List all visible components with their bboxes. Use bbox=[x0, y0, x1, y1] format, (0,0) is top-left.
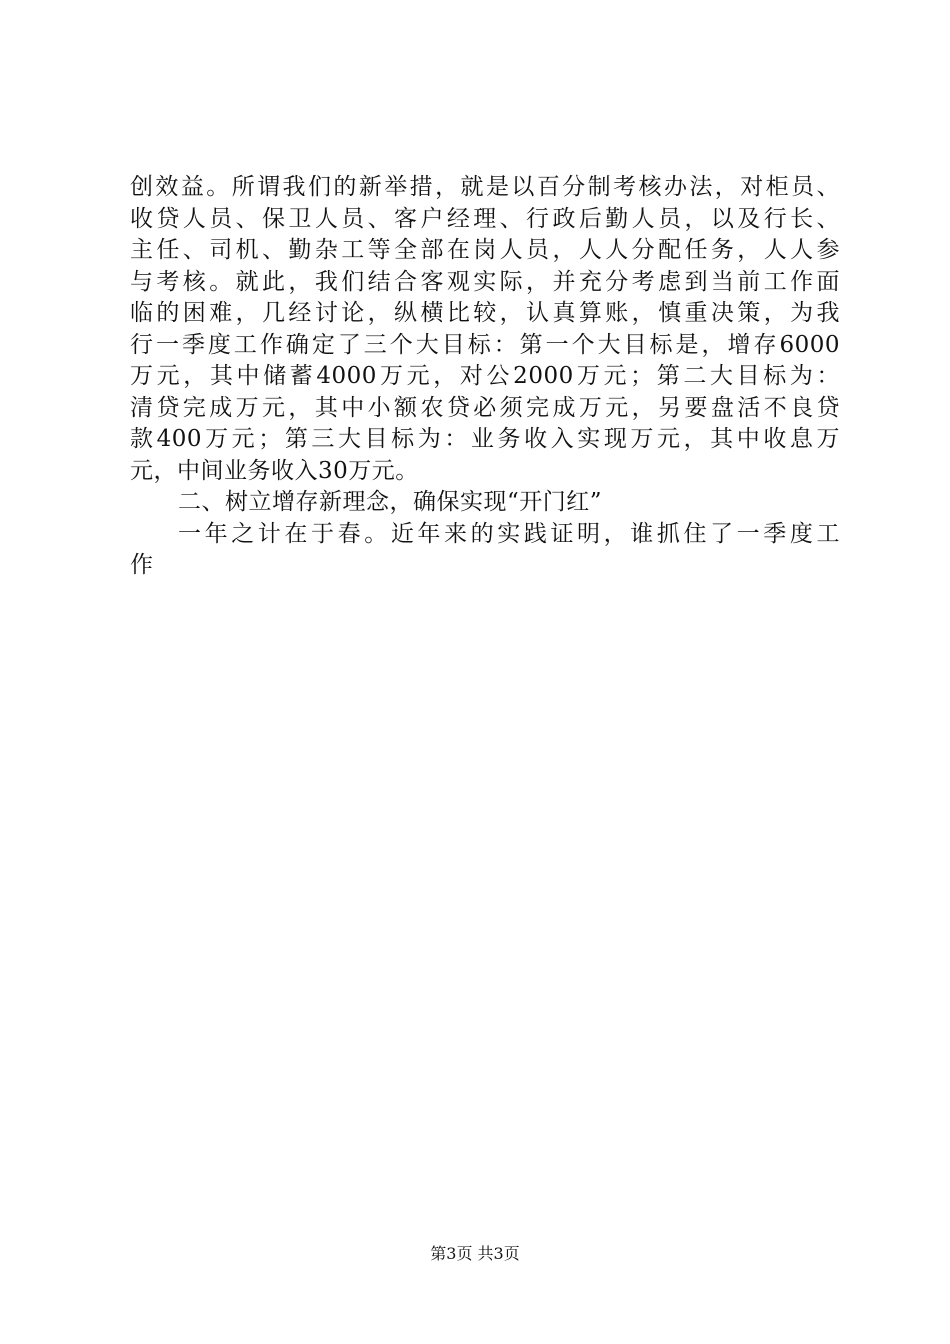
text-line: 清贷完成万元，其中小额农贷必须完成万元，另要盘活不良贷 bbox=[130, 394, 840, 421]
section-heading: 二、树立增存新理念，确保实现“开门红” bbox=[178, 489, 603, 515]
text-line: 一年之计在于春。近年来的实践证明，谁抓住了一季度工 bbox=[178, 520, 840, 547]
text-line: 元，中间业务收入30万元。 bbox=[130, 457, 419, 484]
text-line: 作 bbox=[130, 552, 154, 578]
text-line: 行一季度工作确定了三个大目标：第一个大目标是，增存6000 bbox=[130, 331, 840, 358]
text-line: 万元，其中储蓄4000万元，对公2000万元；第二大目标为： bbox=[130, 363, 840, 389]
text-line: 主任、司机、勤杂工等全部在岗人员，人人分配任务，人人参 bbox=[130, 237, 840, 263]
text-line: 收贷人员、保卫人员、客户经理、行政后勤人员，以及行长、 bbox=[130, 205, 840, 232]
text-line: 款400万元；第三大目标为：业务收入实现万元，其中收息万 bbox=[130, 426, 840, 452]
text-line: 与考核。就此，我们结合客观实际，并充分考虑到当前工作面 bbox=[130, 268, 840, 295]
text-line: 创效益。所谓我们的新举措，就是以百分制考核办法，对柜员、 bbox=[130, 174, 840, 200]
text-line: 临的困难，几经讨论，纵横比较，认真算账，慎重决策，为我 bbox=[130, 300, 840, 326]
document-body bbox=[130, 172, 840, 582]
page-number-footer: 第3页 共3页 bbox=[430, 1244, 520, 1263]
